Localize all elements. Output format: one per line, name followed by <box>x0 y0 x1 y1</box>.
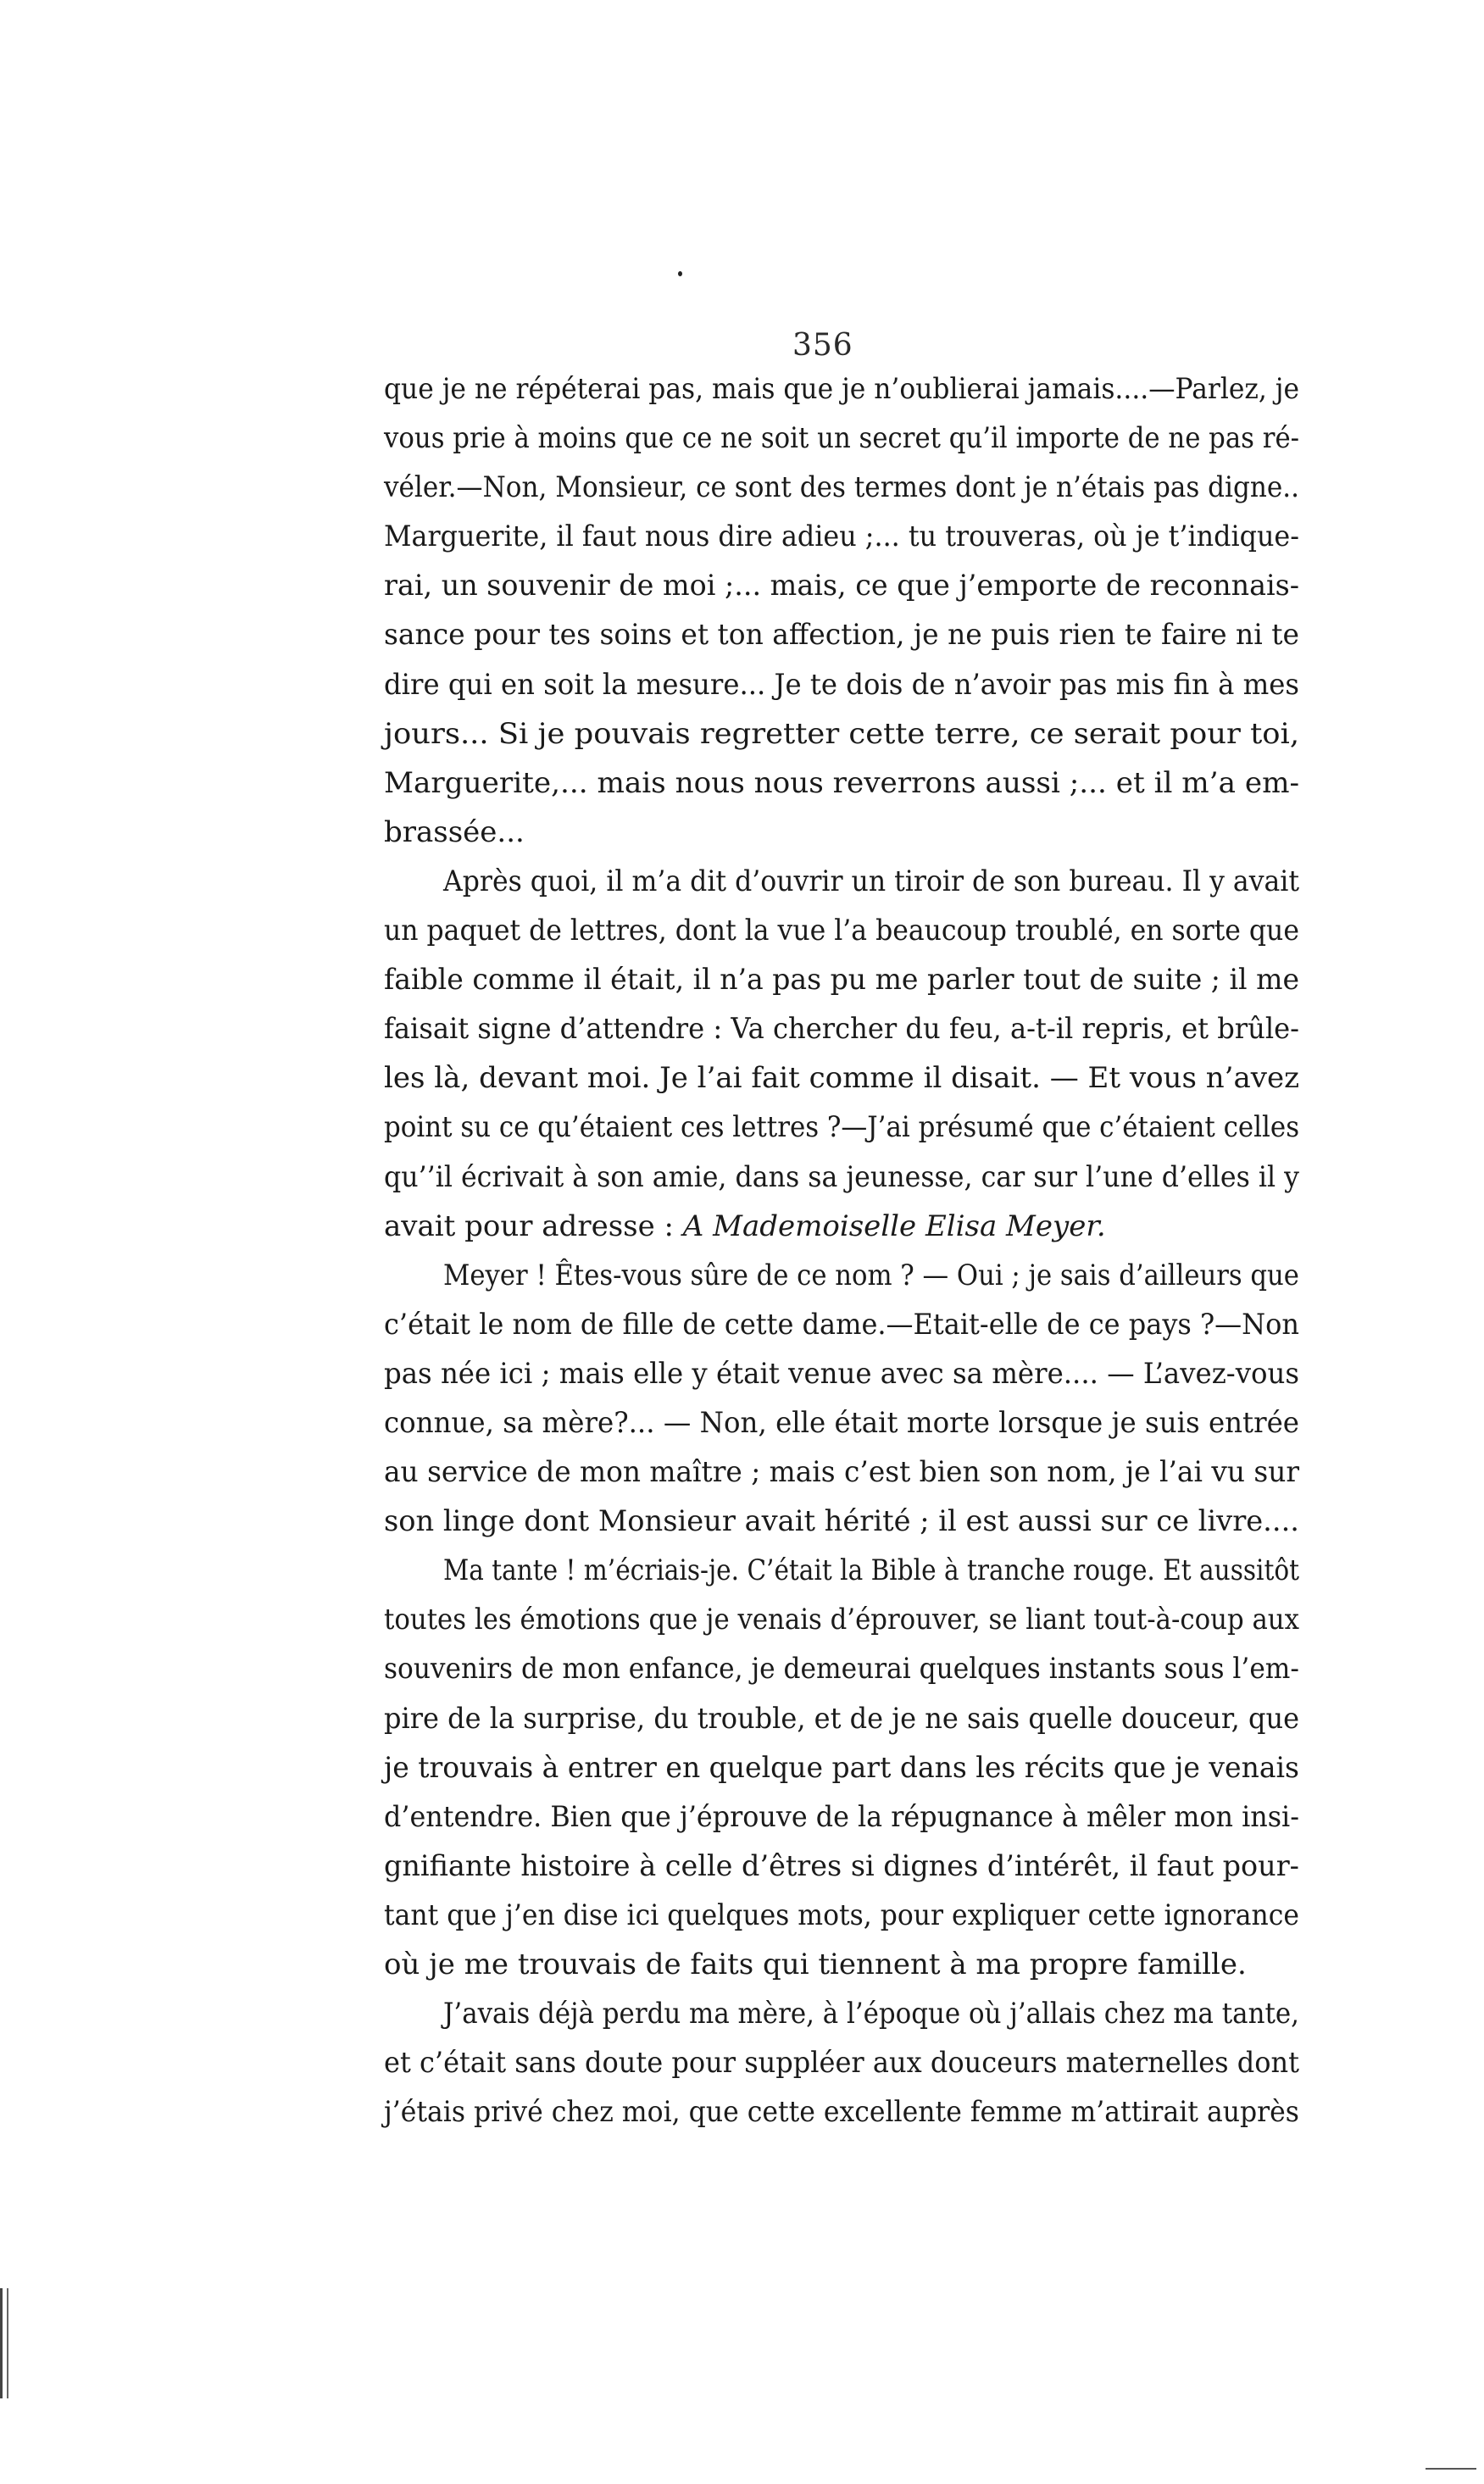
text-line <box>384 2038 1299 2087</box>
text-line <box>384 463 1299 512</box>
line-text: Meyer ! Êtes-vous sûre de ce nom ? — Oui ; je sais d’ailleurs que <box>443 1258 1299 1292</box>
line-text: connue, sa mère?... — Non, elle était morte lorsque je suis entrée <box>384 1405 1299 1440</box>
text-line <box>384 1940 1299 1989</box>
text-line <box>384 1349 1299 1398</box>
text-line <box>384 660 1299 709</box>
text-line-content <box>384 1103 1299 1152</box>
margin-rule <box>0 2288 3 2398</box>
text-line-content <box>384 1792 1299 1842</box>
text-line <box>384 1891 1299 1940</box>
line-text: son linge dont Monsieur avait hérité ; il est aussi sur ce livre.... <box>384 1504 1299 1539</box>
line-text: où je me trouvais de faits qui tiennent à ma propre famille. <box>384 1948 1247 1981</box>
margin-rule <box>7 2288 8 2398</box>
text-line-content <box>384 1300 1299 1349</box>
line-text: c’était le nom de fille de cette dame.—Etait-elle de ce pays ?—Non <box>384 1307 1299 1342</box>
line-text: J’avais déjà perdu ma mère, à l’époque où j’allais chez ma tante, <box>443 1997 1299 2031</box>
text-line-content <box>384 1202 1106 1251</box>
text-line <box>384 1202 1299 1251</box>
text-line <box>384 1004 1299 1053</box>
text-line-content <box>384 709 1299 759</box>
line-text: sance pour tes soins et ton affection, je ne puis rien te faire ni te <box>384 618 1299 653</box>
corner-rule <box>1426 2468 1476 2470</box>
line-text: pas née ici ; mais elle y était venue avec sa mère.... — L’avez-vous <box>384 1356 1299 1391</box>
line-text: Après quoi, il m’a dit d’ouvrir un tiroir de son bureau. Il y avait <box>443 864 1300 898</box>
page-number: 356 <box>792 328 853 363</box>
line-text: brassée... <box>384 814 525 849</box>
line-text: pire de la surprise, du trouble, et de je ne sais quelle douceur, que <box>384 1701 1300 1736</box>
text-line-content <box>384 1004 1299 1053</box>
text-line <box>384 1103 1299 1152</box>
text-line-content <box>384 1497 1299 1546</box>
text-line <box>384 759 1299 808</box>
line-text: vous prie à moins que ce ne soit un secret qu’il importe de ne pas ré- <box>384 421 1300 456</box>
line-text: j’étais privé chez moi, que cette excellente femme m’attirait auprès <box>384 2095 1299 2130</box>
text-line <box>384 1644 1299 1693</box>
text-line-content <box>384 1398 1299 1448</box>
text-line <box>384 561 1299 610</box>
text-line <box>384 857 1299 906</box>
text-line <box>384 808 1299 857</box>
text-line-content <box>384 561 1299 610</box>
text-line <box>384 1153 1299 1202</box>
text-line <box>384 1300 1299 1349</box>
text-line <box>384 512 1299 561</box>
text-line <box>384 709 1299 759</box>
line-text: avait pour adresse : <box>384 1209 683 1243</box>
text-line-content <box>384 364 1299 414</box>
text-line-content <box>384 1940 1247 1989</box>
text-line-content <box>384 1349 1299 1398</box>
line-text: Marguerite, il faut nous dire adieu ;... tu trouveras, où je t’indique- <box>384 520 1299 554</box>
line-text: qu’’il écrivait à son amie, dans sa jeunesse, car sur l’une d’elles il y <box>384 1159 1300 1194</box>
text-line-content <box>384 1743 1299 1792</box>
text-line-content <box>384 414 1299 463</box>
text-line-content <box>384 1053 1299 1103</box>
text-line <box>384 1792 1299 1842</box>
text-line-content <box>384 463 1299 512</box>
address-italic: A Mademoiselle Elisa Meyer. <box>682 1209 1106 1243</box>
text-line <box>384 1595 1299 1644</box>
line-text: d’entendre. Bien que j’éprouve de la répugnance à mêler mon insi- <box>384 1799 1299 1834</box>
line-text: tant que j’en dise ici quelques mots, pour expliquer cette ignorance <box>384 1898 1299 1932</box>
line-text: jours... Si je pouvais regretter cette terre, ce serait pour toi, <box>384 716 1300 751</box>
text-line <box>384 2087 1299 2137</box>
text-line <box>384 610 1299 659</box>
text-line-content <box>384 955 1299 1004</box>
line-text: et c’était sans doute pour suppléer aux douceurs maternelles dont <box>384 2046 1300 2081</box>
text-line <box>384 1694 1299 1743</box>
text-line-content <box>384 1153 1299 1202</box>
line-text: souvenirs de mon enfance, je demeurai quelques instants sous l’em- <box>384 1652 1299 1687</box>
text-line-content <box>384 1448 1299 1497</box>
line-text: au service de mon maître ; mais c’est bien son nom, je l’ai vu sur <box>384 1455 1300 1490</box>
text-line-content <box>384 906 1299 955</box>
line-text: gnifiante histoire à celle d’êtres si dignes d’intérêt, il faut pour- <box>384 1848 1299 1883</box>
text-line-content <box>384 1842 1299 1891</box>
text-line <box>384 1842 1299 1891</box>
text-line-content <box>443 1251 1299 1300</box>
text-line-content <box>384 660 1299 709</box>
text-line <box>384 1398 1299 1448</box>
text-line-content <box>384 1891 1299 1940</box>
text-line-content <box>443 857 1299 906</box>
text-line-content <box>384 1644 1299 1693</box>
line-text: faible comme il était, il n’a pas pu me parler tout de suite ; il me <box>384 963 1300 997</box>
line-text: rai, un souvenir de moi ;... mais, ce que j’emporte de reconnais- <box>384 569 1300 603</box>
line-text: dire qui en soit la mesure... Je te dois de n’avoir pas mis fin à mes <box>384 667 1300 702</box>
text-line-content <box>384 759 1299 808</box>
text-line-content <box>384 512 1299 561</box>
text-line <box>384 906 1299 955</box>
text-line <box>384 1497 1299 1546</box>
text-line-content <box>384 1595 1299 1644</box>
text-line-content <box>443 1989 1299 2038</box>
line-text: les là, devant moi. Je l’ai fait comme il disait. — Et vous n’avez <box>384 1061 1300 1096</box>
line-text: Ma tante ! m’écriais-je. C’était la Bible à tranche rouge. Et aussitôt <box>443 1553 1300 1588</box>
line-text: que je ne répéterai pas, mais que je n’oublierai jamais....—Parlez, je <box>384 372 1300 406</box>
text-line-content <box>384 2087 1299 2137</box>
text-line <box>384 1448 1299 1497</box>
text-line <box>384 1546 1299 1595</box>
text-line-content <box>384 2038 1299 2087</box>
line-text: faisait signe d’attendre : Va chercher du feu, a-t-il repris, et brûle- <box>384 1012 1300 1047</box>
line-text: Marguerite,... mais nous nous reverrons aussi ;... et il m’a em- <box>384 765 1300 800</box>
text-line <box>384 1251 1299 1300</box>
text-line <box>384 955 1299 1004</box>
line-text: véler.—Non, Monsieur, ce sont des termes dont je n’étais pas digne.. <box>384 470 1299 505</box>
text-line <box>384 364 1299 414</box>
text-line-content <box>384 610 1299 659</box>
text-line <box>384 1053 1299 1103</box>
line-text: un paquet de lettres, dont la vue l’a beaucoup troublé, en sorte que <box>384 914 1299 948</box>
body-text <box>384 364 1299 2137</box>
text-line <box>384 1989 1299 2038</box>
text-line <box>384 414 1299 463</box>
text-line-content <box>384 808 525 857</box>
text-line <box>384 1743 1299 1792</box>
line-text: toutes les émotions que je venais d’éprouver, se liant tout-à-coup aux <box>384 1603 1299 1637</box>
text-line-content <box>443 1546 1299 1595</box>
line-text: je trouvais à entrer en quelque part dans les récits que je venais <box>384 1750 1299 1785</box>
ink-speck <box>678 271 682 276</box>
text-line-content <box>384 1694 1299 1743</box>
line-text: point su ce qu’étaient ces lettres ?—J’ai présumé que c’étaient celles <box>384 1110 1300 1145</box>
